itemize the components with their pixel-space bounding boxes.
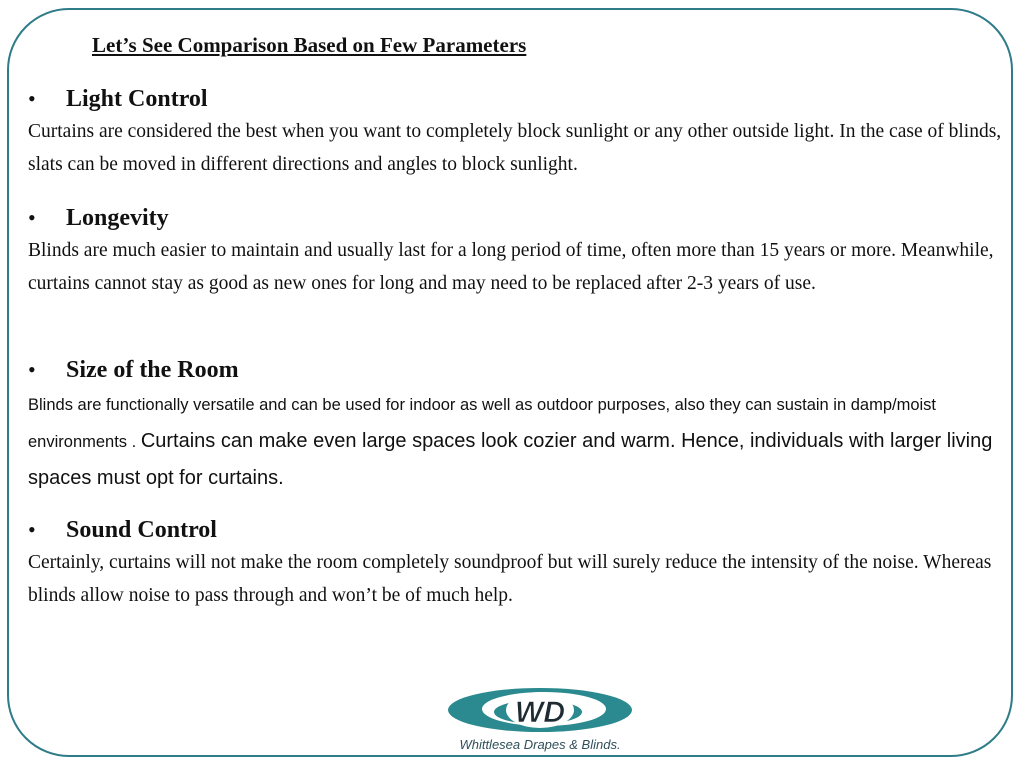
section-body-part1: Blinds are functionally versatile and can be used for indoor as well as outdoor purposes, also they can sustain in damp/moist environments . [28, 396, 937, 451]
section-size-of-room [28, 357, 1013, 497]
bullet: • [28, 517, 36, 542]
section-longevity [28, 205, 1013, 300]
section-body: Certainly, curtains will not make the room completely soundproof but will surely reduce the intensity of the noise. Whereas blinds allow noise to pass through and won’t be of much help. [28, 552, 992, 606]
heading-text: Sound Control [66, 517, 217, 543]
slide-title: Let’s See Comparison Based on Few Parameters [92, 33, 527, 57]
section-light-control [28, 86, 1013, 181]
company-logo [440, 682, 640, 756]
heading-text: Size of the Room [66, 357, 239, 383]
heading-text: Light Control [66, 86, 208, 112]
logo-monogram: WD [515, 696, 565, 729]
section-heading [28, 517, 1013, 544]
logo-caption: Whittlesea Drapes & Blinds. [459, 737, 621, 752]
logo-swoosh-icon [440, 682, 640, 738]
section-body: Curtains are considered the best when you want to completely block sunlight or any other outside light. In the case of blinds, slats can be moved in different directions and angles to block sunlight. [28, 121, 1002, 175]
section-heading [28, 86, 1013, 113]
section-sound-control [28, 517, 1013, 612]
section-body: Blinds are much easier to maintain and usually last for a long period of time, often more than 15 years or more. Meanwhile, curtains cannot stay as good as new ones for long and may need to be replaced after 2-3 years of use. [28, 240, 994, 294]
section-body [28, 387, 1013, 497]
section-body-part2: Curtains can make even large spaces look cozier and warm. Hence, individuals with larger living spaces must opt for curtains. [28, 430, 993, 489]
section-heading [28, 205, 1013, 232]
bullet: • [28, 86, 36, 111]
bullet: • [28, 205, 36, 230]
section-heading [28, 357, 1013, 384]
heading-text: Longevity [66, 205, 169, 231]
bullet: • [28, 357, 36, 382]
